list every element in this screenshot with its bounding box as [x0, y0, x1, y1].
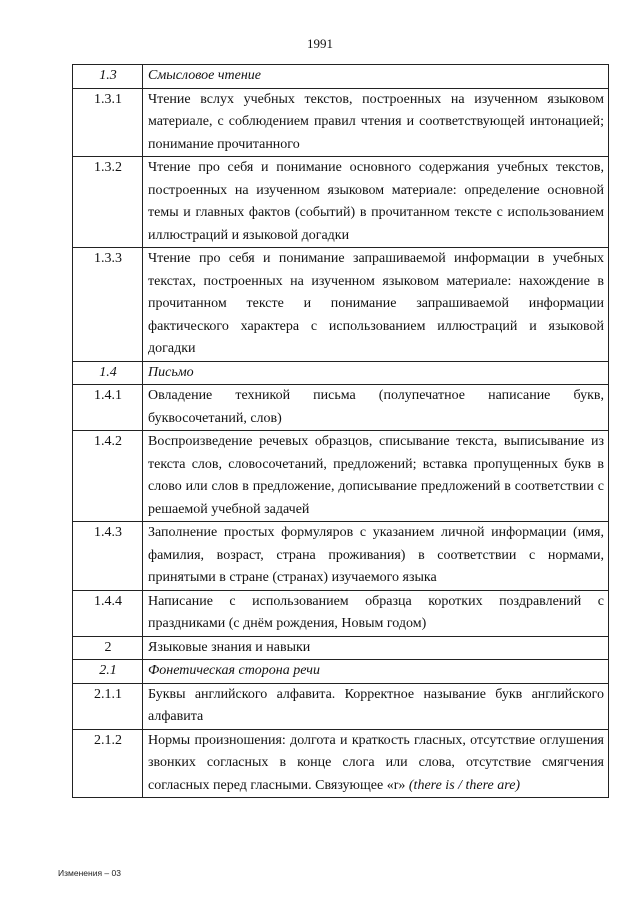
- row-number: 1.4.2: [73, 431, 143, 522]
- content-table: [72, 64, 609, 798]
- row-text: Языковые знания и навыки: [143, 636, 609, 660]
- table-row: [73, 431, 609, 522]
- row-text: Чтение вслух учебных текстов, построенных на изученном языковом материале, с соблюдением правил чтения и соответствующей интонацией; понимание прочитанного: [143, 88, 609, 157]
- table-row: [73, 522, 609, 591]
- table-row: [73, 248, 609, 362]
- row-text: Овладение техникой письма (полупечатное написание букв, буквосочетаний, слов): [143, 385, 609, 431]
- row-number: 1.4.3: [73, 522, 143, 591]
- row-number: 2.1: [73, 660, 143, 684]
- table-row: [73, 361, 609, 385]
- row-text: Письмо: [143, 361, 609, 385]
- table-row: [73, 729, 609, 798]
- row-text: Буквы английского алфавита. Корректное называние букв английского алфавита: [143, 683, 609, 729]
- table-row: [73, 636, 609, 660]
- row-text-italic-example: (there is / there are): [408, 777, 521, 793]
- row-text: Фонетическая сторона речи: [143, 660, 609, 684]
- row-number: 2.1.2: [73, 729, 143, 798]
- row-text: Написание с использованием образца коротких поздравлений с праздниками (с днём рождения, Новым годом): [143, 590, 609, 636]
- row-text: Чтение про себя и понимание основного содержания учебных текстов, построенных на изученном языковом материале: определение основной темы и главных фактов (событий) в прочитанном тексте с использованием иллюстраций и языковой догадки: [143, 157, 609, 248]
- table-row: [73, 660, 609, 684]
- row-number: 2: [73, 636, 143, 660]
- table-row: [73, 590, 609, 636]
- row-number: 1.3.2: [73, 157, 143, 248]
- row-text: Заполнение простых формуляров с указанием личной информации (имя, фамилия, возраст, страна проживания) в соответствии с нормами, принятыми в стране (странах) изучаемого языка: [143, 522, 609, 591]
- footer-note: Изменения – 03: [58, 868, 121, 878]
- table-row: [73, 88, 609, 157]
- page-number: 1991: [307, 36, 333, 51]
- table-row: [73, 65, 609, 89]
- row-number: 1.3: [73, 65, 143, 89]
- row-text: Чтение про себя и понимание запрашиваемой информации в учебных текстах, построенных на изученном языковом материале: нахождение в прочитанном тексте и понимание запрашиваемой информации фактического характера с использованием иллюстраций и языковой догадки: [143, 248, 609, 362]
- row-number: 1.4: [73, 361, 143, 385]
- row-number: 1.4.1: [73, 385, 143, 431]
- row-text: [143, 729, 609, 798]
- row-number: 1.4.4: [73, 590, 143, 636]
- row-number: 1.3.1: [73, 88, 143, 157]
- table-row: [73, 683, 609, 729]
- row-number: 1.3.3: [73, 248, 143, 362]
- row-number: 2.1.1: [73, 683, 143, 729]
- table-row: [73, 157, 609, 248]
- row-text: Воспроизведение речевых образцов, списывание текста, выписывание из текста слов, словосочетаний, предложений; вставка пропущенных букв в слово или слов в предложение, дописывание предложений в соответствии с решаемой учебной задачей: [143, 431, 609, 522]
- row-text-main: Нормы произношения: долгота и краткость гласных, отсутствие оглушения звонких согласных в конце слога или слова, отсутствие смягчения согласных перед гласными. Связующее «r»: [148, 732, 604, 793]
- table-row: [73, 385, 609, 431]
- row-text: Смысловое чтение: [143, 65, 609, 89]
